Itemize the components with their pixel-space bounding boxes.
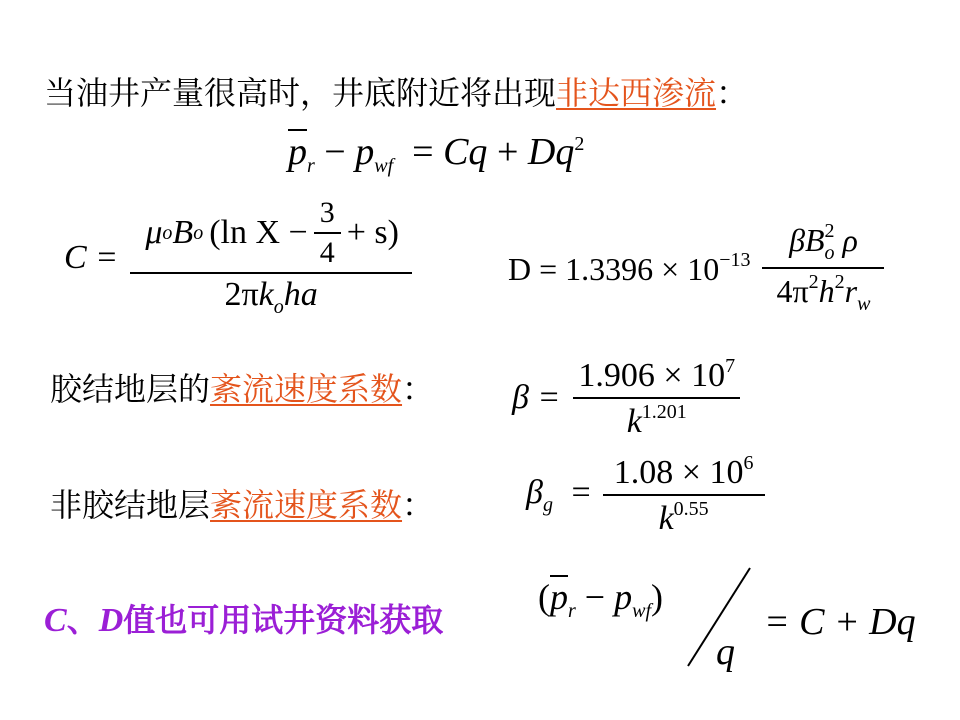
last-p-sub-r: r bbox=[568, 600, 576, 622]
p-wf: p bbox=[355, 131, 375, 173]
b-sup: 2 bbox=[824, 220, 835, 242]
rho-symbol: ρ bbox=[842, 222, 858, 258]
beta-g-numerator: $1.08 \times 10^6$ bbox=[613, 452, 754, 491]
c-lhs: C = bbox=[64, 238, 119, 276]
beta-denominator bbox=[573, 397, 740, 441]
beta-g-denominator bbox=[603, 494, 765, 538]
two-pi: 2π bbox=[224, 276, 259, 313]
intro-line bbox=[44, 68, 748, 114]
beta-g-k: k bbox=[658, 500, 674, 537]
paren-close: ) bbox=[651, 577, 664, 617]
ln-open: (ln X − bbox=[209, 214, 308, 251]
ha-term: ha bbox=[283, 276, 318, 313]
beta-g-sub: g bbox=[542, 493, 553, 516]
paren-open: ( bbox=[538, 577, 550, 617]
equals-sign: = bbox=[412, 131, 434, 173]
well-test-equation-q: q bbox=[716, 631, 735, 673]
cd-well-test-line bbox=[44, 595, 443, 641]
b-sub: o bbox=[193, 221, 204, 244]
k-sub: o bbox=[273, 296, 284, 318]
four-pi: 4π bbox=[776, 273, 809, 309]
mu-symbol: μ bbox=[145, 214, 163, 251]
beta-den-exp: 1.201 bbox=[641, 401, 687, 423]
beta-g-lhs: $\beta_g$ = bbox=[526, 473, 591, 516]
d-denominator bbox=[762, 267, 884, 316]
r-sub: w bbox=[857, 293, 871, 315]
beta-g-eq: = bbox=[571, 473, 591, 511]
rhs-expression: = C + Dq bbox=[764, 601, 916, 643]
b-sub: o bbox=[824, 242, 835, 264]
c-letter: C bbox=[44, 602, 67, 639]
beta-g-equation bbox=[526, 452, 765, 538]
intro-text: 当油井产量很高时，井底附近将出现 bbox=[44, 74, 557, 112]
exp-2: 2 bbox=[574, 133, 585, 155]
turbulence-coefficient-term-2: 紊流速度系数 bbox=[210, 486, 403, 524]
three-quarters bbox=[314, 196, 341, 270]
d-exp: −13 bbox=[719, 248, 751, 271]
plus-s: + s) bbox=[346, 214, 399, 251]
p-sub-r: r bbox=[307, 155, 315, 177]
last-p-wf: p bbox=[614, 577, 633, 617]
last-p-sub-wf: wf bbox=[632, 600, 652, 622]
unconsolidated-text: 非胶结地层 bbox=[50, 486, 211, 524]
unconsolidated-colon: ： bbox=[402, 486, 435, 524]
b-symbol: B bbox=[172, 214, 194, 251]
p-sub-wf: wf bbox=[374, 155, 394, 177]
consolidated-text: 胶结地层的 bbox=[50, 370, 211, 408]
four: 4 bbox=[314, 232, 341, 270]
d-coefficient-equation bbox=[508, 220, 884, 316]
well-test-equation-numerator bbox=[538, 576, 663, 623]
pi-sup: 2 bbox=[808, 271, 819, 293]
well-test-equation-rhs bbox=[764, 600, 916, 644]
minus-sign: − bbox=[324, 131, 346, 173]
plus-sign: + bbox=[496, 131, 519, 173]
beta-g-num-exp: 6 bbox=[743, 452, 754, 474]
beta-num-exp: 7 bbox=[725, 355, 736, 377]
d-fraction bbox=[762, 220, 884, 316]
last-p-bar: p bbox=[550, 577, 568, 617]
beta-g-fraction bbox=[603, 452, 765, 538]
deliverability-equation bbox=[288, 130, 584, 178]
beta-numerator: $1.906 \times 10^7$ bbox=[578, 355, 736, 394]
d-letter: D bbox=[98, 602, 124, 639]
consolidated-colon: ： bbox=[402, 370, 435, 408]
non-darcy-flow-term: 非达西渗流 bbox=[556, 74, 717, 112]
consolidated-line bbox=[50, 364, 434, 410]
cd-separator: 、 bbox=[66, 601, 99, 639]
intro-colon: ： bbox=[716, 74, 749, 112]
beta-fraction bbox=[572, 355, 741, 441]
c-numerator bbox=[139, 196, 403, 272]
unconsolidated-line bbox=[50, 480, 434, 526]
h-symbol: h bbox=[818, 273, 835, 309]
k-symbol: k bbox=[258, 276, 274, 313]
d-lhs: $D = 1.3396 \times 10^{-13}$ bbox=[508, 248, 751, 287]
dq-term: Dq bbox=[527, 131, 575, 173]
d-numerator bbox=[783, 220, 864, 267]
three: 3 bbox=[319, 196, 335, 229]
beta-k: k bbox=[626, 403, 642, 440]
beta-b: βB bbox=[789, 222, 825, 258]
mu-sub: o bbox=[162, 221, 173, 244]
beta-equation bbox=[512, 355, 741, 441]
beta-g-den-exp: 0.55 bbox=[673, 498, 709, 520]
h-sup: 2 bbox=[834, 271, 845, 293]
last-minus: − bbox=[584, 577, 606, 617]
cq-term: Cq bbox=[443, 131, 488, 173]
beta-lhs: β = bbox=[512, 379, 561, 416]
cd-rest: 值也可用试井资料获取 bbox=[123, 601, 444, 639]
turbulence-coefficient-term: 紊流速度系数 bbox=[210, 370, 403, 408]
r-symbol: r bbox=[844, 273, 858, 309]
c-coefficient-equation bbox=[64, 196, 412, 319]
p-bar: p bbox=[288, 131, 307, 173]
c-fraction bbox=[130, 196, 412, 319]
c-denominator bbox=[130, 272, 412, 319]
